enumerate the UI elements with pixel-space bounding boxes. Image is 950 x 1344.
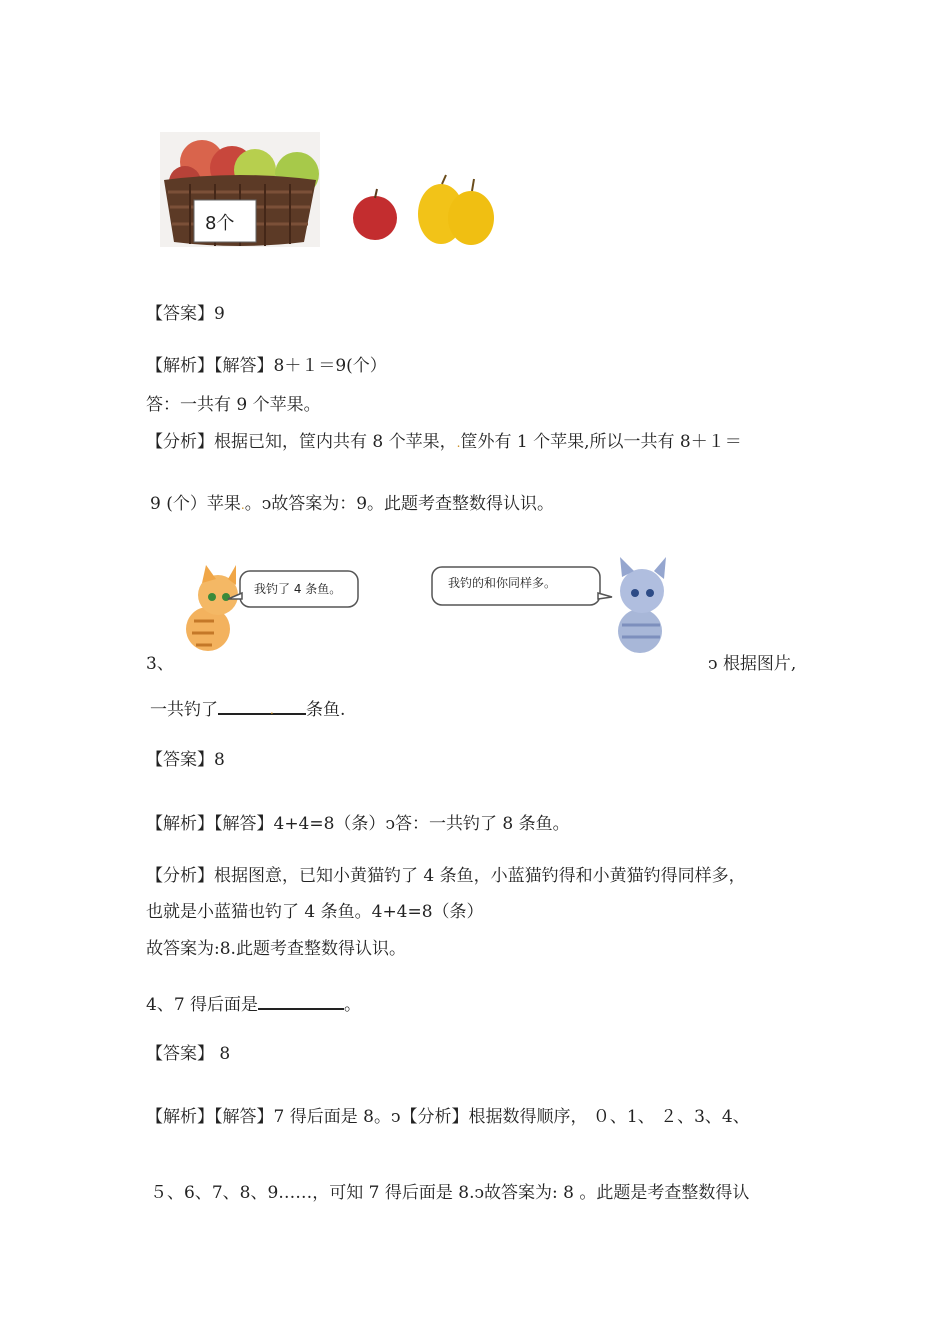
q3-answer: 【答案】8 — [146, 750, 225, 770]
q3-tail — [708, 653, 796, 675]
q3-line2-part-a: 一共钓了 — [150, 700, 218, 720]
blue-cat-icon — [618, 557, 666, 653]
q3-analysis-part-a: 【解析】【解答】4+4=8（条） — [146, 814, 386, 834]
fruit-basket-illustration — [160, 132, 500, 250]
p1-analysis: 【解析】【解答】8＋１＝9(个） — [146, 356, 387, 376]
q4-answer-blank — [258, 992, 344, 1010]
q3-fenxi-1: 【分析】根据图意，已知小黄猫钓了 4 条鱼，小蓝猫钓得和小黄猫钓得同样多， — [146, 866, 746, 886]
p1-fenxi-part-b: 筐外有 1 个苹果,所以一共有 8＋１＝ — [460, 432, 742, 452]
q4-analysis-part-a: 【解析】【解答】7 得后面是 8。 — [146, 1107, 391, 1127]
p1-line2-part-c: 故答案为：9。此题考查整数得认识。 — [271, 494, 555, 514]
q3-question-line — [150, 697, 345, 721]
q4-analysis — [146, 1106, 750, 1128]
loose-apple — [353, 196, 397, 240]
q3-number: 3、 — [146, 654, 174, 674]
q3-answer-blank — [218, 697, 306, 715]
blank-dot-mark: . — [270, 703, 274, 717]
p1-dot-mark-2: . — [240, 498, 245, 512]
p1-fenxi — [146, 431, 742, 454]
symbol-glyph: ↄ — [390, 1107, 401, 1127]
q3-analysis — [146, 813, 570, 835]
symbol-glyph: ↄ — [474, 1183, 485, 1203]
cats-illustration — [170, 555, 680, 655]
q4-question-part-b: 。 — [344, 995, 362, 1015]
q4-line2 — [150, 1182, 749, 1204]
q3-line2-part-b: 条鱼. — [306, 700, 346, 720]
symbol-glyph: ↄ — [385, 814, 395, 834]
symbol-glyph: ↄ — [261, 494, 272, 514]
p1-dot-mark: . — [456, 436, 461, 450]
q4-analysis-part-b: 【分析】根据数得顺序， ０、1、 ２、3、4、 — [400, 1107, 750, 1127]
p1-fenxi-part-a: 【分析】根据已知，筐内共有 8 个苹果， — [146, 432, 457, 452]
q4-answer: 【答案】 8 — [146, 1044, 231, 1064]
q3-fenxi-3: 故答案为:8.此题考查整数得认识。 — [146, 939, 406, 959]
q4-line2-part-b: 故答案为: 8 。此题是考查整数得认 — [484, 1183, 750, 1203]
p1-answer: 【答案】9 — [146, 304, 225, 324]
q4-question-part-a: 4、7 得后面是 — [146, 995, 259, 1015]
bubble-left-text: 我钓了 4 条鱼。 — [254, 582, 342, 596]
p1-line2 — [150, 493, 554, 516]
q4-question — [146, 992, 361, 1016]
q4-line2-part-a: ５、6、7、8、9……，可知 7 得后面是 8. — [150, 1183, 475, 1203]
q3-tail-text: 根据图片, — [722, 654, 797, 674]
symbol-glyph: ↄ — [708, 654, 718, 674]
bubble-right-text: 我钓的和你同样多。 — [448, 576, 557, 590]
p1-line2-part-b: 。 — [244, 494, 262, 514]
q3-analysis-part-b: 答：一共钓了 8 条鱼。 — [394, 814, 570, 834]
basket-label: 8个 — [205, 213, 235, 234]
q3-fenxi-2: 也就是小蓝猫也钓了 4 条鱼。4+4=8（条） — [146, 902, 484, 922]
p1-answer-sentence: 答：一共有 9 个苹果。 — [146, 395, 321, 415]
yellow-cat-icon — [186, 565, 238, 651]
p1-line2-part-a: 9 (个）苹果 — [150, 494, 241, 514]
